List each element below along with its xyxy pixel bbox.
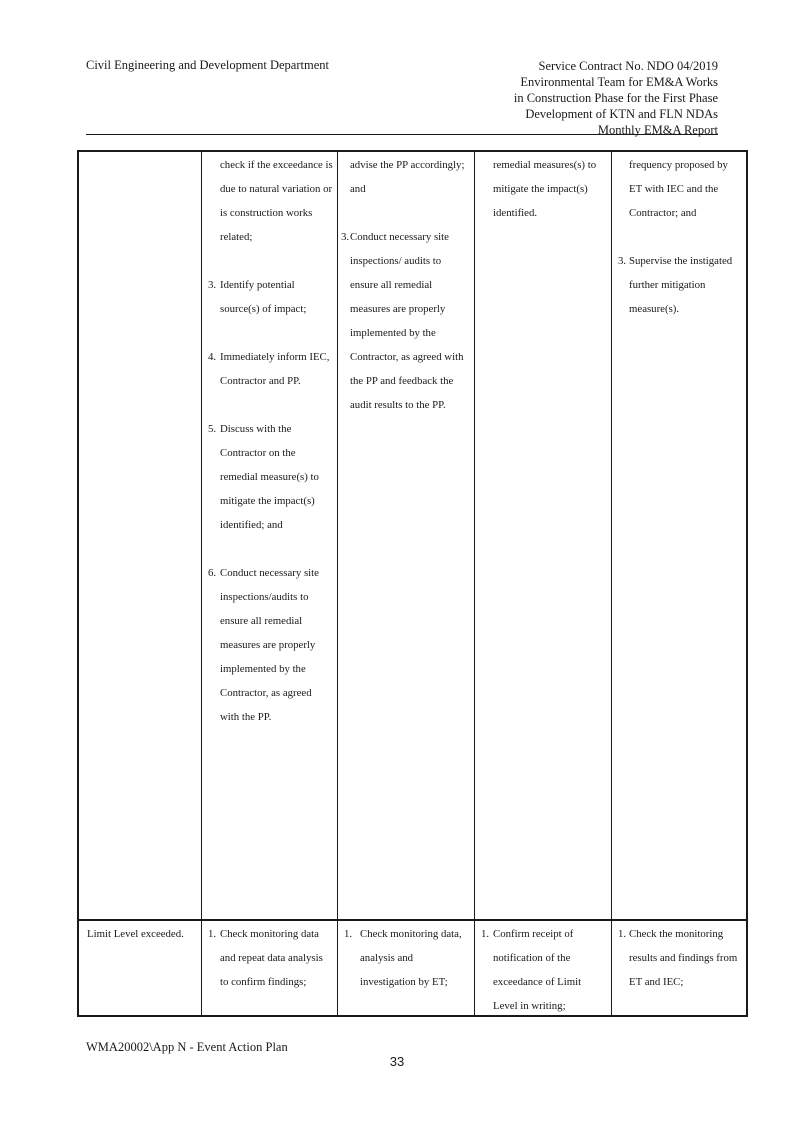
- list-text: Check monitoring data and repeat data analysis to confirm findings;: [220, 928, 323, 988]
- table-cell-pp-actions: [474, 921, 611, 1015]
- header-contract-line: in Construction Phase for the First Phase: [513, 91, 718, 105]
- table-cell-et-actions: [201, 921, 337, 1015]
- list-number: 1.: [618, 928, 627, 940]
- table-cell-et-actions: [201, 152, 337, 919]
- list-item: [202, 345, 337, 393]
- page-number: 33: [389, 1054, 405, 1069]
- list-text: Discuss with the Contractor on the remedial measure(s) to mitigate the impact(s) identified; and: [220, 423, 319, 531]
- table-row: [79, 919, 746, 1015]
- footer-document-ref: WMA20002\App N - Event Action Plan: [86, 1040, 288, 1054]
- table-cell-contractor-actions: [611, 152, 746, 919]
- list-text: Immediately inform IEC, Contractor and PP.: [220, 351, 330, 387]
- table-cell-iec-actions: [337, 152, 474, 919]
- header-divider: [86, 134, 718, 135]
- list-text: Conduct necessary site inspections/audits to ensure all remedial measures are properly implemented by the Contractor, as agreed with the PP.: [220, 567, 319, 723]
- event-action-plan-table: [77, 150, 748, 1017]
- list-item: [202, 273, 337, 321]
- header-contract-block: [418, 58, 718, 138]
- list-text: Check the monitoring results and findings from ET and IEC;: [629, 928, 738, 988]
- header-contract-line: Environmental Team for EM&A Works: [520, 75, 718, 89]
- list-item: [338, 225, 474, 417]
- list-number: 3.: [618, 255, 627, 267]
- list-text: Conduct necessary site inspections/ audits to ensure all remedial measures are properly implemented by the Contractor, as agreed with the PP and feedback the audit results to the PP.: [350, 231, 464, 411]
- table-cell-contractor-actions: [611, 921, 746, 1015]
- table-cell-pp-actions: [474, 152, 611, 919]
- list-number: 1.: [208, 928, 217, 940]
- list-text: Supervise the instigated further mitigation measure(s).: [629, 255, 733, 315]
- list-item: [202, 417, 337, 537]
- continuation-text: advise the PP accordingly; and: [350, 159, 465, 195]
- table-cell-iec-actions: [337, 921, 474, 1015]
- list-item: [202, 922, 337, 994]
- list-number: 1.: [481, 928, 490, 940]
- continuation-text: remedial measures(s) to mitigate the impact(s) identified.: [493, 159, 597, 219]
- list-number: 5.: [208, 423, 217, 435]
- table-row: [79, 152, 746, 919]
- header-contract-line: Service Contract No. NDO 04/2019: [538, 59, 718, 73]
- header-department: Civil Engineering and Development Department: [86, 58, 329, 72]
- list-item: [475, 922, 611, 1018]
- header-contract-line: Monthly EM&A Report: [597, 123, 718, 137]
- list-number: 6.: [208, 567, 217, 579]
- event-label: Limit Level exceeded.: [87, 928, 184, 940]
- list-number: 1.: [344, 928, 353, 940]
- list-item: [612, 249, 746, 321]
- list-item: [612, 922, 746, 994]
- header-contract-line: Development of KTN and FLN NDAs: [525, 107, 718, 121]
- list-item: [338, 922, 474, 994]
- list-text: Confirm receipt of notification of the exceedance of Limit Level in writing;: [493, 928, 582, 1012]
- list-number: 4.: [208, 351, 217, 363]
- table-cell-event: [79, 921, 201, 1015]
- continuation-text: check if the exceedance is due to natural variation or is construction works related;: [220, 159, 333, 243]
- list-number: 3.: [208, 279, 217, 291]
- list-text: Check monitoring data, analysis and investigation by ET;: [360, 928, 462, 988]
- continuation-text: frequency proposed by ET with IEC and the Contractor; and: [629, 159, 728, 219]
- table-cell-event: [79, 152, 201, 919]
- list-item: [202, 561, 337, 729]
- list-number: 3.: [341, 231, 350, 243]
- list-text: Identify potential source(s) of impact;: [220, 279, 307, 315]
